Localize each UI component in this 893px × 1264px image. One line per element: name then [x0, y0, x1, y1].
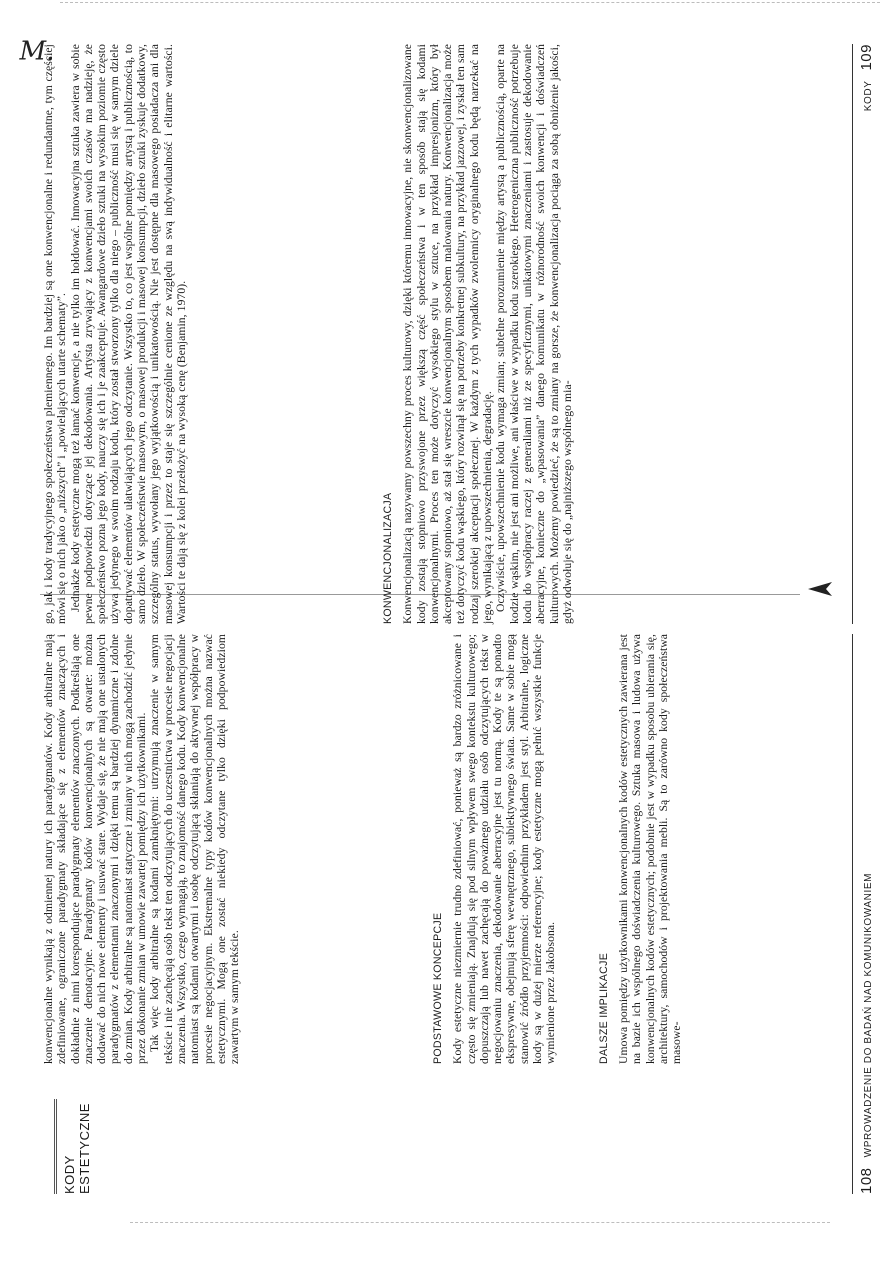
running-footer: [858, 634, 875, 1194]
footer-rule: [852, 634, 853, 1194]
section-heading: DALSZE IMPLIKACJE: [597, 952, 610, 1064]
section-marker: [54, 1099, 61, 1194]
section-heading: PODSTAWOWE KONCEPCJE: [432, 912, 444, 1064]
running-title: KODY: [863, 80, 874, 112]
left-page: [0, 634, 893, 1224]
paragraph: Oczywiście, upowszechnienie kodu wymaga zmian; subtelne porozumienie między artystą a publicznością, oparte na kodzie wąskim, nie jest ani możliwe, ani właściwe w wypadku kodu szerokiego. Heterogeniczna publiczność potrzebuje kodu do współpracy raczej z generaliami niż ze specyficznymi, unikatowymi znaczeniami i zastosuje dekodowanie aberracyjne, konieczne do „wpasowania” danego komunikatu w różnorodność swoich konwencji i doświadczeń kulturowych. Możemy powiedzieć, że są to zmiany na gorsze, że konwencjonalizacja pociąga za sobą obniżenie jakości, gdyż odwołuje się do „najniższego wspólnego mia-: [494, 44, 574, 624]
side-heading: [62, 1084, 92, 1194]
paragraph: Jednakże kody estetyczne mogą też łamać konwencje, a nie tylko im hołdować. Innowacyjna sztuka zawiera w sobie pewne podpowiedzi dotyczące jej dekodowania. Artysta zrywający z konwencjami swoich czasów ma nadzieję, że społeczeństwo pozna jego kody, nauczy się ich i je zaakceptuje. Awangardowe dzieło sztuki na wysokim poziomie często używa jedynego w swoim rodzaju kodu, który został stworzony tylko dla niego – publiczność musi się w samym dziele dopatrywać elementów ułatwiających jego odczytanie. Wszystko to, co jest wspólne pomiędzy artystą i publicznością, to samo dzieło. W społeczeństwie masowym, o masowej produkcji i masowej konsumpcji, dzieło sztuki zyskuje dodatkowy, szczególny status, wywołany jego wyjątkowością i unikatowością. Nie jest dostępne dla masowego posiadacza ani dla masowej konsumpcji i przez to staje się szczególnie cenione ze względu na swą indywidualność i elitarne wartości. Wartości te dają się z kolei przełożyć na wysoką cenę (Benjamin, 1970).: [68, 44, 188, 624]
paragraph: Kody estetyczne niezmiernie trudno zdefiniować, ponieważ są bardzo zróżnicowane i często się zmieniają. Znajdują się pod silnym wpływem swego kontekstu kulturowego; dopuszczają lub nawet zachęcają do poważnego udziału osób odczytujących tekst w negocjowaniu znaczenia, dekodowanie aberracyjne jest tu normą. Kody te są ponadto ekspresywne, obejmują sferę wewnętrznego, subiektywnego świata. Same w sobie mogą stanowić źródło przyjemności: odpowiednim przykładem jest styl. Arbitralne, logiczne kody są w dużej mierze referencyjne; kody estetyczne mogą pełnić wszystkie funkcje wymienione przez Jakobsona.: [451, 634, 558, 1064]
handwritten-signature: M.: [19, 36, 55, 67]
right-page: [0, 24, 893, 624]
footer-rule: [852, 44, 853, 624]
paragraph: Konwencjonalizacją nazywamy powszechny proces kulturowy, dzięki któremu innowacyjne, nie skonwencjonalizowane kody zostają stopniowo przyswojone przez większą część społeczeństwa i w ten sposób stają się kodami konwencjonalnymi. Proces ten może dotyczyć wysokiego stylu w sztuce, na przykład impresjonizm, który był akceptowany stopniowo, aż stał się wreszcie konwencjonalnym sposobem malowania natury. Konwencjonalizacja może też dotyczyć kodu wąskiego, który rozwinął się na potrzeby konkretnej subkultury, na przykład jazzowej, i zyskał ten sam rodzaj szerokiej akceptacji społecznej. W każdym z tych wypadków zwolennicy oryginalnego kodu będą narzekać na jego, wynikającą z upowszechnienia, degradację.: [401, 44, 495, 624]
paragraph: Umowa pomiędzy użytkownikami konwencjonalnych kodów estetycznych zawierana jest na bazie ich wspólnego doświadczenia kulturowego. Sztuka masowa i ludowa używa konwencjonalnych kodów estetycznych; podobnie jest w wypadku sposobu ubierania się, architektury, samochodów i projektowania mebli. Są to zarówno kody społeczeństwa masowe-: [616, 634, 684, 1064]
binding-clip-mark: [806, 578, 834, 600]
paragraph: konwencjonalne wynikają z odmiennej natury ich paradygmatów. Kody arbitralne mają zdefiniowane, ograniczone paradygmaty składające się z elementów znaczących i dokładnie z nimi korespondujące paradygmaty elementów znaczonych. Podkreślają one znaczenie denotacyjne. Paradygmaty kodów konwencjonalnych są otwarte: można dodawać do nich nowe elementy i usuwać stare. Wydaje się, że nie mają one ustalonych paradygmatów z elementami znaczonymi i dzięki temu są bardziej dynamiczne i zdolne do zmian. Kody arbitralne są natomiast statyczne i zmiany w nich mogą zachodzić jedynie przez dokonanie zmian w umowie zawartej pomiędzy ich użytkownikami.: [42, 634, 149, 1064]
text-column-upper: [42, 44, 188, 624]
side-heading-line: KODY: [62, 1155, 77, 1194]
text-column-lower: [368, 44, 574, 624]
section-heading: KONWENCJONALIZACJA: [382, 492, 394, 624]
side-heading-line: ESTETYCZNE: [77, 1103, 92, 1194]
paragraph: Tak więc kody arbitralne są kodami zamkniętymi: utrzymują znaczenie w samym tekście i nie zachęcają osób tekst ten odczytujących do uczestnictwa w procesie negocjacji znaczenia. Wszystko, czego wymagają, to znajomość danego kodu. Kody konwencjonalne natomiast są kodami otwartymi i osobę odczytującą skłaniają do aktywnej współpracy w procesie negocjacyjnym. Ekstremalne typy kodów konwencjonalnych można nazwać estetycznymi. Mogą one zostać niekiedy odczytane tylko dzięki podpowiedziom zawartym w samym tekście.: [148, 634, 242, 1064]
running-footer: [858, 44, 875, 624]
text-column-upper: [42, 634, 241, 1064]
page-number: 109: [858, 44, 875, 71]
paragraph: go, jak i kody tradycyjnego społeczeństwa plemiennego. Im bardziej są one konwencjonalne i redundantne, tym częściej mówi się o nich jako o „niższych” i „powielających utarte schematy”.: [42, 44, 69, 624]
page-number: 108: [858, 1167, 875, 1194]
running-title: WPROWADZENIE DO BADAŃ NAD KOMUNIKOWANIEM: [863, 872, 874, 1158]
text-column-lower: [432, 634, 684, 1064]
